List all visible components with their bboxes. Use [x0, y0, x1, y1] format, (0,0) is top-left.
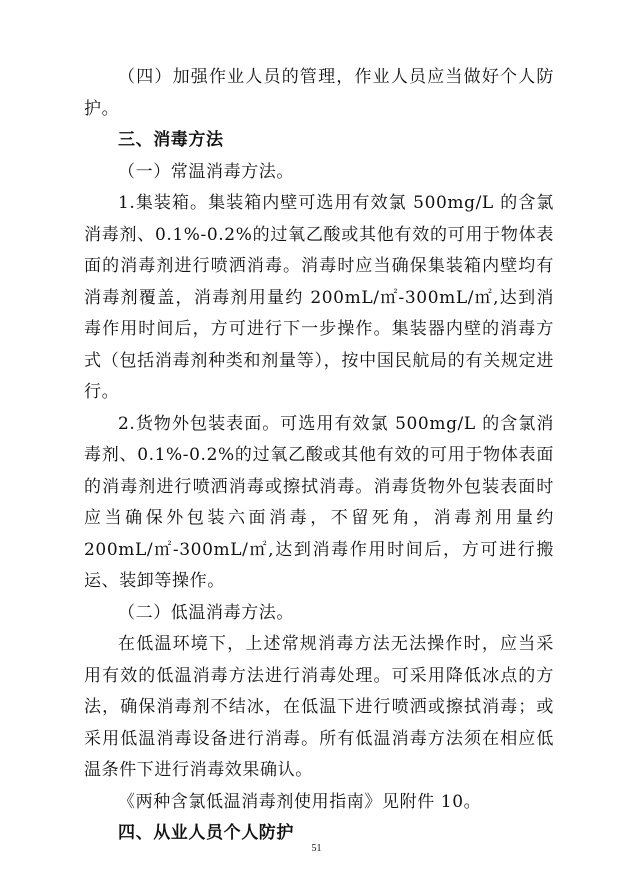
section-heading-disinfection-methods: 三、消毒方法	[118, 130, 224, 150]
subheading-room-temperature-method: （一）常温消毒方法。	[118, 161, 294, 182]
paragraph-cargo-packaging-disinfection: 2.货物外包装表面。可选用有效氯 500mg/L 的含氯消毒剂、0.1%-0.2%的过氧乙酸或其他有效的可用于物体表面的消毒剂进行喷洒消毒或擦拭消毒。消毒货物外包装表面时应当确保外包装六面消毒，不留死角，消毒剂用量约 200mL/㎡-300mL/㎡,达到消毒作用时间后，方可进行搬运、装卸等操作。	[84, 413, 554, 591]
page-content	[84, 62, 554, 850]
paragraph-low-temperature-disinfection: 在低温环境下，上述常规消毒方法无法操作时，应当采用有效的低温消毒方法进行消毒处理。可采用降低冰点的方法，确保消毒剂不结冰，在低温下进行喷洒或擦拭消毒；或采用低温消毒设备进行消毒。所有低温消毒方法须在相应低温条件下进行消毒效果确认。	[84, 634, 554, 780]
paragraph-container-disinfection: 1.集装箱。集装箱内壁可选用有效氯 500mg/L 的含氯消毒剂、0.1%-0.2%的过氧乙酸或其他有效的可用于物体表面的消毒剂进行喷洒消毒。消毒时应当确保集装箱内壁均有消毒剂覆盖，消毒剂用量约 200mL/㎡-300mL/㎡,达到消毒作用时间后，方可进行下一步操作。集装器内壁的消毒方式（包括消毒剂种类和剂量等），按中国民航局的有关规定进行。	[84, 193, 554, 402]
subheading-low-temperature-method: （二）低温消毒方法。	[118, 602, 294, 623]
paragraph-appendix-reference: 《两种含氯低温消毒剂使用指南》见附件 10。	[118, 791, 482, 812]
page-number: 51	[311, 843, 322, 854]
section-heading-personal-protection: 四、从业人员个人防护	[118, 823, 294, 843]
paragraph-personnel-management: （四）加强作业人员的管理，作业人员应当做好个人防护。	[84, 67, 554, 119]
